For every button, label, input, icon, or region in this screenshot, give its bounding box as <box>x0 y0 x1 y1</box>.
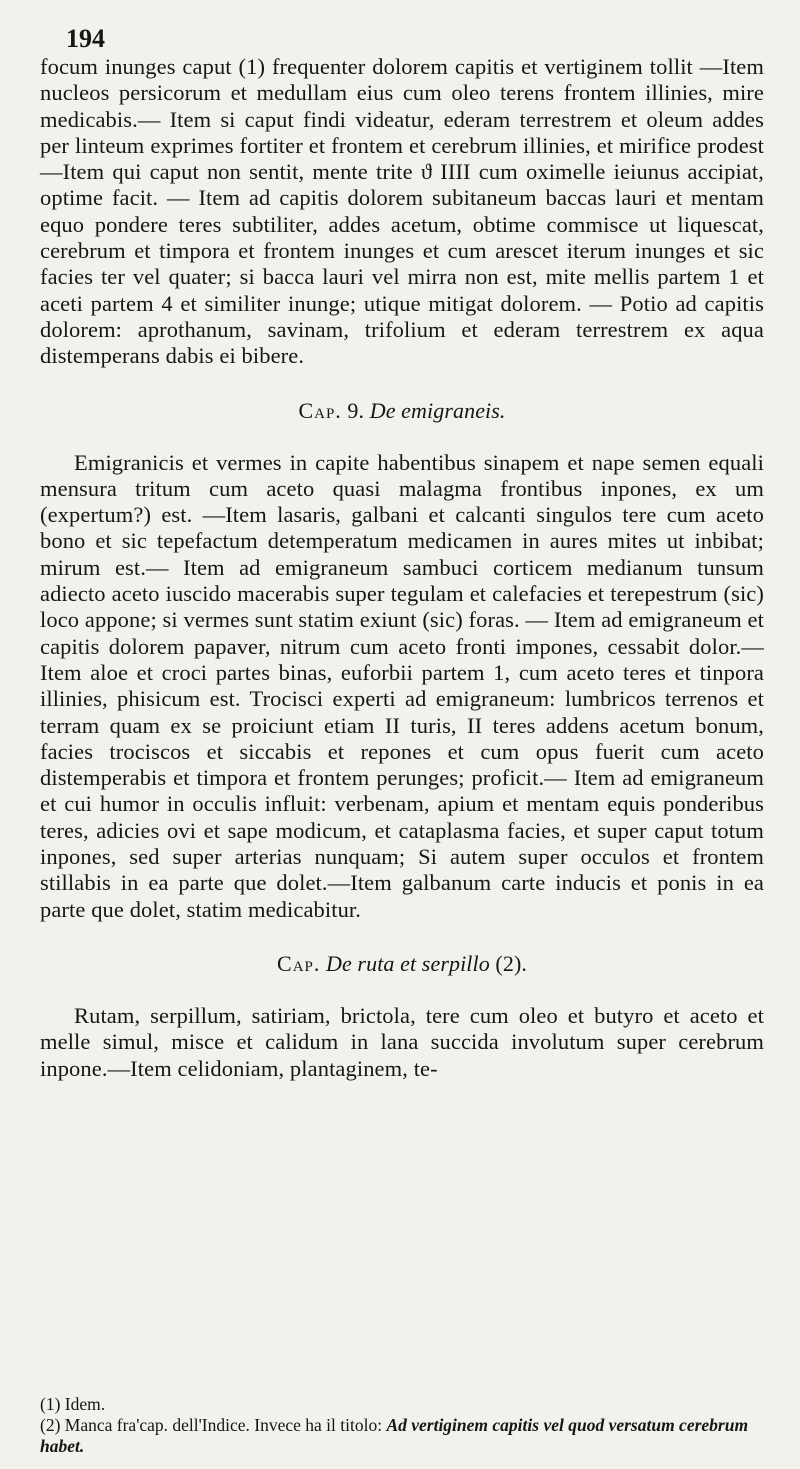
page-number: 194 <box>66 24 105 53</box>
paragraph-emigraneis: Emigranicis et vermes in capite habentibus sinapem et nape semen equali mensura tritum cum aceto quasi malagma frontibus inpones, ex um (expertum?) est. —Item lasaris, galbani et calcanti singulos tere cum aceto bono et sic tepefactum detemperatum medicamen in aures mites ut inbibat; mirum est.— Item ad emigraneum sambuci corticem medianum tunsum adiecto aceto iuscido macerabis super tegulam et calefacies et terepestrum (sic) loco appone; si vermes sunt statim exiunt (sic) foras. — Item ad emigraneum et capitis dolorem papaver, nitrum cum aceto fronti impones, cessabit dolor.—Item aloe et croci partes binas, euforbii partem 1, cum aceto teres et tinpora illinies, phisicum est. Trocisci experti ad emigraneum: lumbricos terrenos et terram quam ex se proiciunt etiam II turis, II teres addens acetum bonum, facies trociscos et siccabis et repones et cum opus fuerit cum aceto distemperabis et timpora et frontem perunges; proficit.— Item ad emigraneum et cui humor in occulis influit: verbenam, apium et mentam equis ponderibus teres, adicies ovi et sape modicum, et cataplasma facies, et super caput totum inpones, sed super arterias nunquam; Si autem super occulos et frontem stillabis in ea parte que dolet.—Item galbanum carte inducis et ponis in ea parte que dolet, statim medicabitur. <box>40 449 764 922</box>
chapter-heading-9 <box>40 398 764 424</box>
main-text <box>40 54 764 1082</box>
chapter-title-2: De ruta et serpillo <box>325 950 490 976</box>
chapter-number: 9. <box>347 397 365 423</box>
paragraph-ruta: Rutam, serpillum, satiriam, brictola, tere cum oleo et butyro et aceto et melle simul, misce et calidum in lana succida involutum super cerebrum inpone.—Item celidoniam, plantaginem, te- <box>40 1002 764 1081</box>
chapter-heading-ruta <box>40 951 764 977</box>
footnote-1: (1) Idem. <box>40 1394 106 1414</box>
chapter-title: De emigraneis. <box>369 397 506 423</box>
footnote-2-title: Ad vertiginem capitis vel quod versatum cerebrum habet. <box>40 1415 749 1456</box>
chapter-note-ref: (2). <box>495 950 527 976</box>
footnotes <box>40 1394 764 1457</box>
paragraph-top: focum inunges caput (1) frequenter dolorem capitis et vertiginem tollit —Item nucleos persicorum et medullam eius cum oleo terens frontem illinies, mire medicabis.— Item si caput findi videatur, ederam terrestrem et oleum addes per linteum exprimes fortiter et frontem et cerebrum illinies, et mirifice prodest —Item qui caput non sentit, mente trite ϑ IIII cum oximelle ieiunus accipiat, optime facit. — Item ad capitis dolorem subitaneum baccas lauri et mentam equo pondere teres subtiliter, addes acetum, obtime commisce ut liquescat, cerebrum et timpora et frontem inunges et cum arescet iterum inunges et sic facies ter vel quater; si bacca lauri vel mirra non est, mite mellis partem 1 et aceti partem 4 et similiter inunge; utique mitigat dolorem. — Potio ad capitis dolorem: aprothanum, savinam, trifolium et ederam terrestrem ex aqua distemperans dabis ei bibere. <box>40 54 764 369</box>
footnote-2-text: (2) Manca fra'cap. dell'Indice. Invece ha il titolo: <box>40 1415 383 1435</box>
footnote-2 <box>40 1415 764 1457</box>
chapter-cap-label-2: Cap. <box>277 950 321 976</box>
chapter-cap-label: Cap. <box>298 397 342 423</box>
